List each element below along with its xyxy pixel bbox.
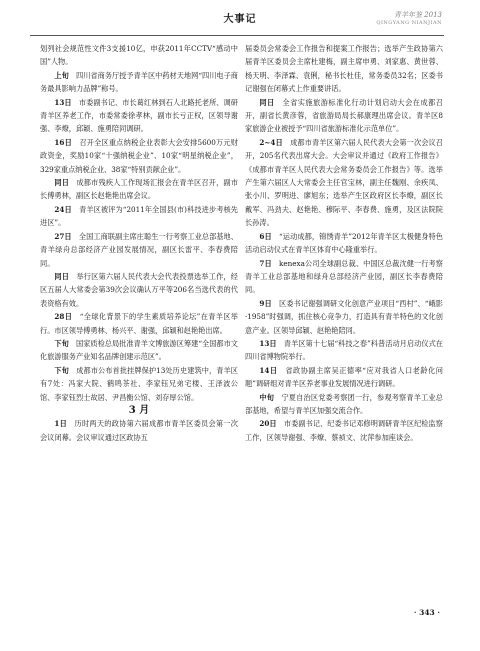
entry-text: 青羊区被评为“2011年全国县(市)科技进步考核先进区”。 — [40, 204, 238, 228]
entry-text: 划列社会规范性文件3支援10亿，申获2011年CCTV“感动中国”人物。 — [40, 44, 238, 67]
entry-date: 下旬 — [54, 338, 69, 348]
entry-date: 6日 — [259, 231, 272, 241]
entry-text: 四川省商务厅授予青羊区中药材天地网“四川电子商务最具影响力品牌”称号。 — [40, 70, 238, 94]
entry-text: 成都市残疾人工作现场汇报会在青羊区召开，副市长傅勇林，副区长赵艳艳出席会议。 — [40, 178, 238, 201]
entry-paragraph — [245, 230, 443, 257]
entry-paragraph — [40, 310, 238, 337]
entry-text: “运动成都，锦绣青羊”2012年青羊区太极健身特色活动启动仪式在青羊区体育中心隆重举行。 — [245, 231, 443, 255]
entry-date: 2~4日 — [259, 137, 283, 147]
right-column — [245, 42, 443, 444]
entry-text: kenexa公司全球副总裁、中国区总裁沈健一行考察青羊工业总部基地和绿舟总部经济产业园，副区长李春费陪同。 — [245, 258, 443, 295]
entry-text: 全省实施旅游标准化行动计划启动大会在成都召开，副省长黄彦蓉，省旅游局局长郝康理出席会议。青羊区8家旅游企业被授予“四川省旅游标准化示范单位”。 — [245, 97, 443, 134]
entry-paragraph — [245, 42, 443, 96]
entry-date: 24日 — [54, 204, 72, 214]
entry-date: 9日 — [259, 298, 272, 308]
entry-text: 届委员会常委会工作报告和提案工作报告；选举产生政协第六届青羊区委员会主席杜建梅，副主席申勇、刘家惠、黄世蓉、杨天明、李泽霖、袁俐，秘书长杜佳，常务委员32名；区委书记谢强在闭幕式上作重要讲话。 — [245, 44, 443, 94]
entry-paragraph — [40, 42, 238, 69]
entry-date: 28日 — [54, 312, 73, 322]
entry-paragraph — [245, 257, 443, 297]
entry-date: 13日 — [259, 338, 277, 348]
section-title: 大事记 — [223, 14, 257, 25]
entry-text: 召开全区重点纳税企业表彰大会安排5600万元财政资金，奖励10家“十强纳税企业”、10家“明星纳税企业”，329家重点纳税企业、38家“特别贡献企业”。 — [40, 137, 238, 174]
entry-text: “全球化背景下的学生素质培养论坛”在青羊区举行。市区领导傅勇林、杨兴平、谢强，邱颖和赵艳艳出席。 — [40, 312, 238, 335]
entry-text: 成都市公布首批挂牌保护13处历史建筑中，青羊区有7处：冯家大院、鹤鸣茶社、李家钰兄弟宅楼、王泽波公馆、李家钰烈士故居、尹昌衡公馆、刘存厚公馆。 — [40, 365, 238, 402]
entry-date: 中旬 — [259, 392, 275, 402]
entry-date: 上旬 — [54, 70, 69, 80]
entry-paragraph — [40, 364, 238, 404]
entry-paragraph — [40, 203, 238, 230]
entry-paragraph — [40, 337, 238, 364]
yearbook-brand: 青羊年鉴 2013 — [393, 11, 442, 19]
entry-date: 16日 — [54, 137, 72, 147]
entry-paragraph — [245, 136, 443, 230]
entry-text: 宁夏自治区党委考察团一行，参观考察青羊工业总部基地，希望与青羊区加强交流合作。 — [245, 392, 443, 415]
entry-paragraph — [40, 69, 238, 96]
entry-date: 14日 — [259, 365, 278, 375]
entry-paragraph — [245, 96, 443, 136]
month-heading: 3 月 — [128, 404, 150, 416]
entry-date: 20日 — [259, 419, 277, 429]
entry-date: 同日 — [259, 97, 275, 107]
entry-text: 历时两天的政协第六届成都市青羊区委员会第一次会议闭幕。会议审议通过区政协五 — [40, 419, 238, 442]
entry-paragraph — [40, 270, 238, 310]
entry-date: 下旬 — [54, 365, 69, 375]
entry-text: 区委书记谢强调研文化创意产业项目“西村”、“峨影·1958”时强调，抓住核心竞争力，打造具有青羊特色的文化创意产业。区领导邱颖、赵艳艳陪同。 — [245, 298, 443, 335]
entry-paragraph — [245, 364, 443, 391]
entry-paragraph — [40, 96, 238, 136]
entry-date: 同日 — [54, 178, 70, 188]
yearbook-brand-subtitle: QINGYANG NIANJIAN — [376, 20, 442, 26]
left-column — [40, 42, 238, 444]
page-number: · 343 · — [413, 608, 440, 617]
entry-date: 13日 — [54, 97, 72, 107]
entry-paragraph — [245, 297, 443, 337]
entry-paragraph — [40, 136, 238, 176]
header-rule — [30, 35, 444, 36]
entry-text: 青羊区第十七届“科技之春”科普活动月启动仪式在四川省博物院举行。 — [245, 338, 443, 362]
entry-paragraph — [40, 176, 238, 203]
entry-text: 省政协副主席吴正德率“应对我省人口老龄化问题”调研组对青羊区养老事业发展情况进行调研。 — [245, 365, 443, 389]
entry-paragraph — [245, 417, 443, 444]
entry-text: 全国工商联副主席庄聪生一行考察工业总部基地、青羊绿舟总部经济产业园发展情况，副区长雷平、李春费陪同。 — [40, 231, 238, 268]
entry-date: 1日 — [54, 419, 68, 429]
entry-text: 国家质检总局批准青羊文博旅游区筹建“全国都市文化旅游服务产业知名品牌创建示范区”。 — [40, 338, 238, 362]
entry-text: 成都市青羊区第六届人民代表大会第一次会议召开，205名代表出席大会。大会审议并通过《政府工作报告》《成都市青羊区人民代表大会常务委员会工作报告》等。选举产生第六届区人大常委会主任官宝林，副主任魏刚、余疾凤、张小川、罗明进、廖旭东；选举产生区政府区长李燎，副区长戴军、冯劲夫、赵艳艳、穆际平、李春费、施勇，及区法院院长孙涛。 — [245, 137, 443, 228]
entry-paragraph — [245, 337, 443, 364]
entry-date: 7日 — [259, 258, 272, 268]
entry-paragraph — [40, 417, 238, 444]
entry-paragraph — [40, 230, 238, 270]
entry-text: 市委副书记、市长葛红林到石人北路托老所、调研青羊区养老工作，市委常委徐孝林，副市长亏正权，区领导谢强、李燎，邱颖、施勇陪同调研。 — [40, 97, 238, 134]
entry-date: 27日 — [54, 231, 72, 241]
entry-text: 市委副书记、纪委书记邓修明调研青羊区纪检监察工作，区领导谢强、李燎、蔡祯文、沈萍参加座谈会。 — [245, 419, 443, 442]
entry-paragraph — [245, 391, 443, 418]
entry-text: 举行区第六届人民代表大会代表投票选举工作，经区五届人大常委会第39次会议确认万平等206名当选代表的代表资格有效。 — [40, 271, 238, 308]
entry-date: 同日 — [54, 271, 70, 281]
